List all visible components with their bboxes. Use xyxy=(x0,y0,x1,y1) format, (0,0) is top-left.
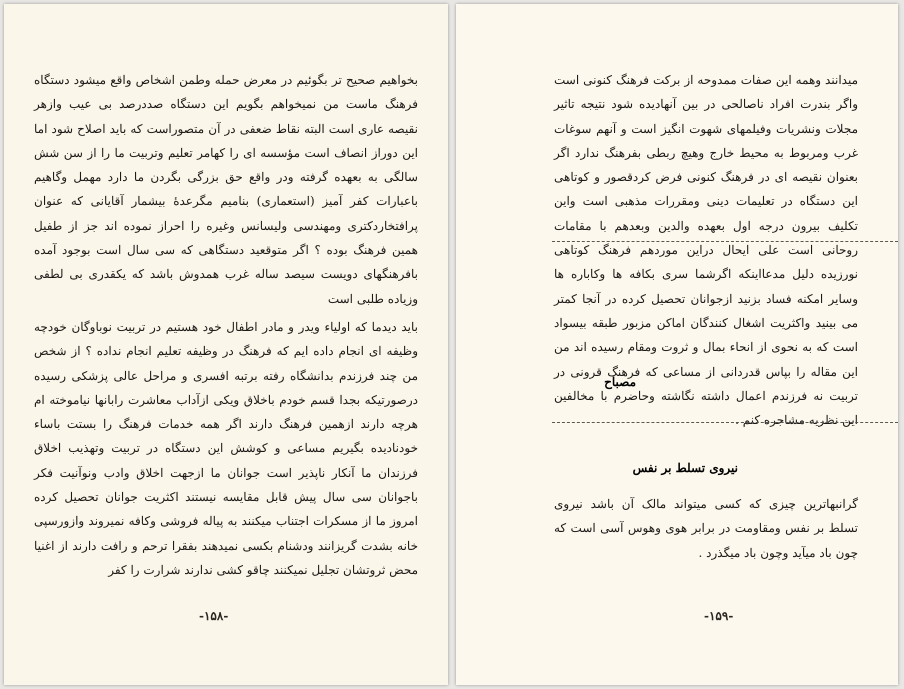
section-title: نیروی تسلط بر نفس xyxy=(632,461,738,475)
left-page-number: -۱۵۸- xyxy=(199,609,229,623)
left-page-body xyxy=(34,68,418,582)
section-divider xyxy=(552,422,898,423)
right-paragraph-2-text: گرانبهاترین چیزی که کسی میتواند مالک آن باشد نیروی تسلط بر نفس ومقاومت در برابر هوی وهوس آسی است که چون باد میآید وچون باد میگذرد . xyxy=(554,497,858,560)
left-paragraph-1: بخواهیم صحیح تر بگوئیم در معرض حمله وطمن اشخاص واقع میشود دستگاه فرهنگ ماست من نمیخواهم بگویم این دستگاه صددرصد بی عیب وازهر نقیصه عاری است البته نقاط ضعفی در آن متصوراست که باید اصلاح شود اما این دوراز انصاف است مؤسسه ای را کهامر تعلیم وتربیت ما را از سن شش سالگی به بعهده گرفته ودر واقع حق بزرگی بگردن ما دارد مهمل وگاهیم باعبارات کفر آمیز (استعماری) بنامیم مگرعدهٔ بیشمار آقایانی که عنوان پرافتخاردکتری ومهندسی ولیسانس وغیره را احراز نموده اند جز از طفیل همین فرهنگ بوده ؟ اگر متوقعید دستگاهی که سی سال است بوجود آمده بافرهنگهای دویست سیصد ساله غرب همدوش باشد که یکقدری بی لطفی وزیاده طلبی است xyxy=(34,73,418,306)
author-signature: مصباح xyxy=(604,375,636,389)
dashed-divider xyxy=(552,241,898,242)
right-paragraph-1 xyxy=(554,68,858,432)
right-page-number: -۱۵۹- xyxy=(704,609,734,623)
right-paragraph-1-text: میدانند وهمه این صفات ممدوحه از برکت فرهنگ کنونی است واگر بندرت افراد ناصالحی در بین آنهادیده شود نتیجه تاثیر مجلات ونشریات وفیلمهای شهوت انگیز است و آنهم سوغات غرب ومربوط به محیط خارج وهیچ ربطی بفرهنگ ندارد اگر بعنوان نقیصه ای در فرهنگ کنونی فرض کردقصور و کوتاهی این دستگاه در تعلیمات دینی ومقررات مذهبی است واین تکلیف بیرون درجه اول بعهده والدین وبعدهم با مقامات روحانی است علی ایحال دراین موردهم فرهنگ کوتاهی نورزیده دلیل مدعااینکه اگرشما سری بکافه ها وکاباره ها وسایر امکنه فساد بزنید ازجوانان تحصیل کرده در آنجا کمتر می بینید واکثریت اشغال کنندگان اماکن مزبور طبقه بیسواد است که به نحوی از انحاء بمال و ثروت ومقام رسیده اند من این مقاله را بپاس قدردانی از مساعی که فرهنگ قرونی در تربیت نه فرزندم اعمال داشته نگاشته وحاضرم با مخالفین این نظریه مشاجره کنم . xyxy=(554,73,858,428)
left-page xyxy=(4,4,448,685)
left-paragraph-2: باید دیدما که اولیاء ویدر و مادر اطفال خود هستیم در تربیت نوباوگان خودچه وظیفه ای انجام داده ایم که فرهنگ در وظیفه تعلیم انجام نداده ؟ از شخص من چند فرزندم بدانشگاه رفته برتبه افسری و مراحل عالی پزشکی رسیده درصورتیکه بجدا قسم خودم باخلاق ویکی ازآداب معاشرت رابانها نیاموخته ام هرچه دارند ازهمین فرهنگ دارند اگر همه خدمات فرهنگ را بستت باساء خودنادیده بگیریم مساعی و کوشش این دستگاه در تربیت وتهذیب اخلاق فرزندان ما آنکار ناپذیر است جوانان ما ازجهت اخلاق وادب ونوآنیت فکر باجوانان سی سال پیش قابل مقایسه نیستند اکثریت جوانان تحصیل کرده امروز ما از مسکرات اجتناب میکنند به پیاله فروشی وکافه نمیروند وازورسپی خانه بشدت گریزانند ودشنام بکسی نمیدهند بفقرا ترحم و رافت دارند از اغنیا محض ثروتشان تجلیل نمیکنند چاقو کشی ندارند شرارت را کفر xyxy=(34,319,418,577)
right-page xyxy=(456,4,898,685)
right-paragraph-2 xyxy=(554,492,858,565)
